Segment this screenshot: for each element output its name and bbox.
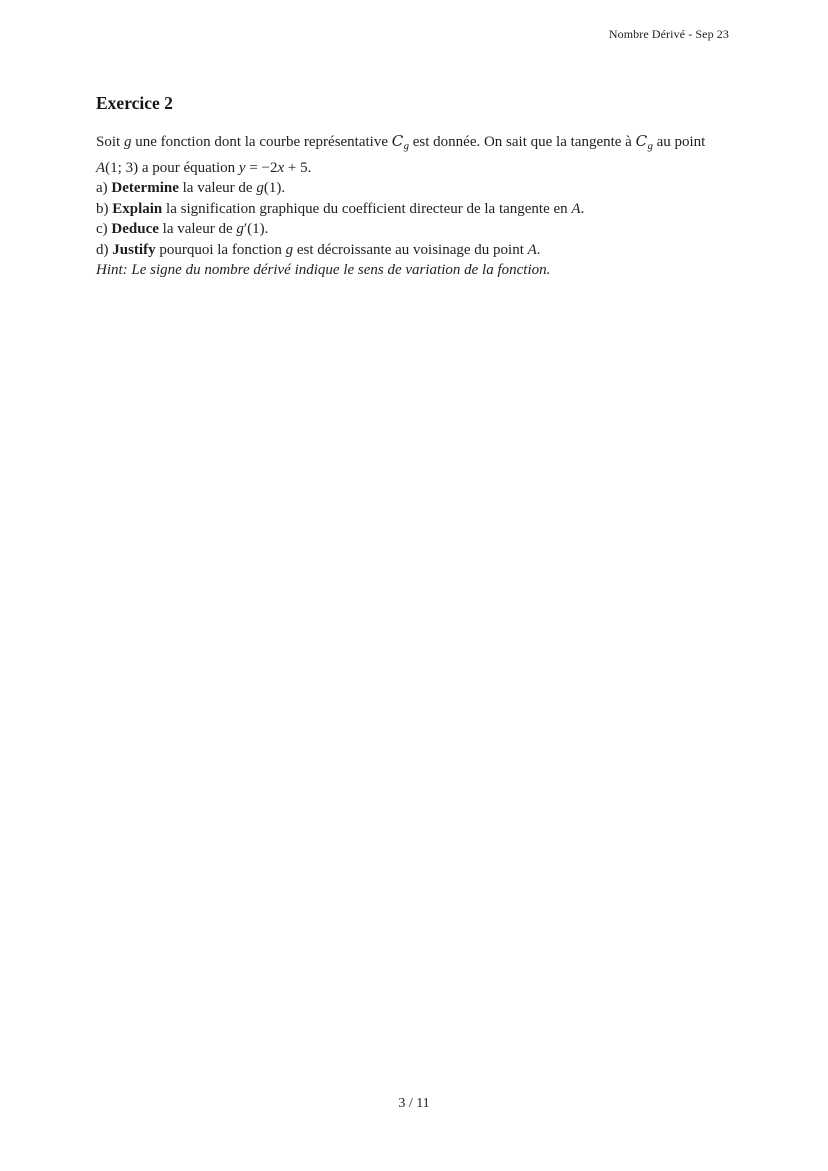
text-segment: g [236, 221, 244, 237]
text-segment: une fonction dont la courbe représentative [131, 134, 392, 150]
text-segment: au point [652, 134, 706, 150]
text-segment: (1; 3) [105, 159, 139, 176]
page-number: 3 / 11 [398, 1096, 430, 1111]
text-segment: a pour équation [138, 159, 239, 176]
exercise-body [96, 131, 744, 281]
text-segment: Explain [112, 200, 163, 217]
text-segment: = −2 [245, 159, 278, 176]
text-segment: A [571, 200, 581, 217]
text-segment: . [580, 200, 585, 217]
text-segment: Determine [111, 180, 179, 196]
text-segment: la valeur de [158, 221, 237, 237]
text-segment: la valeur de [178, 180, 257, 196]
hint-line [96, 260, 744, 281]
question-b [96, 199, 744, 220]
text-segment: g [647, 141, 653, 152]
text-segment: g [285, 241, 294, 258]
text-segment: b) [96, 200, 113, 217]
exercise-title: Exercice 2 [96, 93, 173, 113]
text-segment: A [527, 241, 537, 258]
text-segment: g [123, 134, 132, 150]
text-segment: . [536, 241, 541, 258]
question-d [96, 240, 744, 261]
text-segment: ′(1). [243, 221, 269, 237]
text-segment: g [256, 180, 264, 196]
text-segment: d) [96, 241, 113, 258]
text-segment: (1). [263, 180, 286, 196]
question-c [96, 219, 744, 240]
text-segment: + 5. [284, 159, 312, 176]
text-segment: y [238, 159, 246, 176]
text-segment: la signification graphique du coefficient directeur de la tangente en [162, 200, 572, 217]
text-segment: Deduce [111, 221, 159, 237]
text-segment: pourquoi la fonction [155, 241, 286, 258]
intro-line-1 [96, 131, 744, 158]
question-a [96, 178, 744, 199]
text-segment: g [403, 141, 409, 152]
text-segment: Hint: Le signe du nombre dérivé indique le sens de variation de la fonction. [96, 262, 551, 278]
text-segment: x [277, 159, 285, 176]
text-segment: est décroissante au voisinage du point [293, 241, 528, 258]
text-segment: Justify [112, 241, 156, 258]
text-segment: c) [96, 221, 112, 237]
text-segment: C [635, 132, 648, 150]
text-segment: C [391, 132, 404, 150]
page-header-text: Nombre Dérivé - Sep 23 [608, 27, 729, 41]
intro-line-2 [96, 158, 744, 179]
text-segment: A [96, 159, 106, 176]
text-segment: a) [96, 180, 112, 196]
text-segment: est donnée. On sait que la tangente à [409, 134, 636, 150]
text-segment: Soit [96, 134, 124, 150]
